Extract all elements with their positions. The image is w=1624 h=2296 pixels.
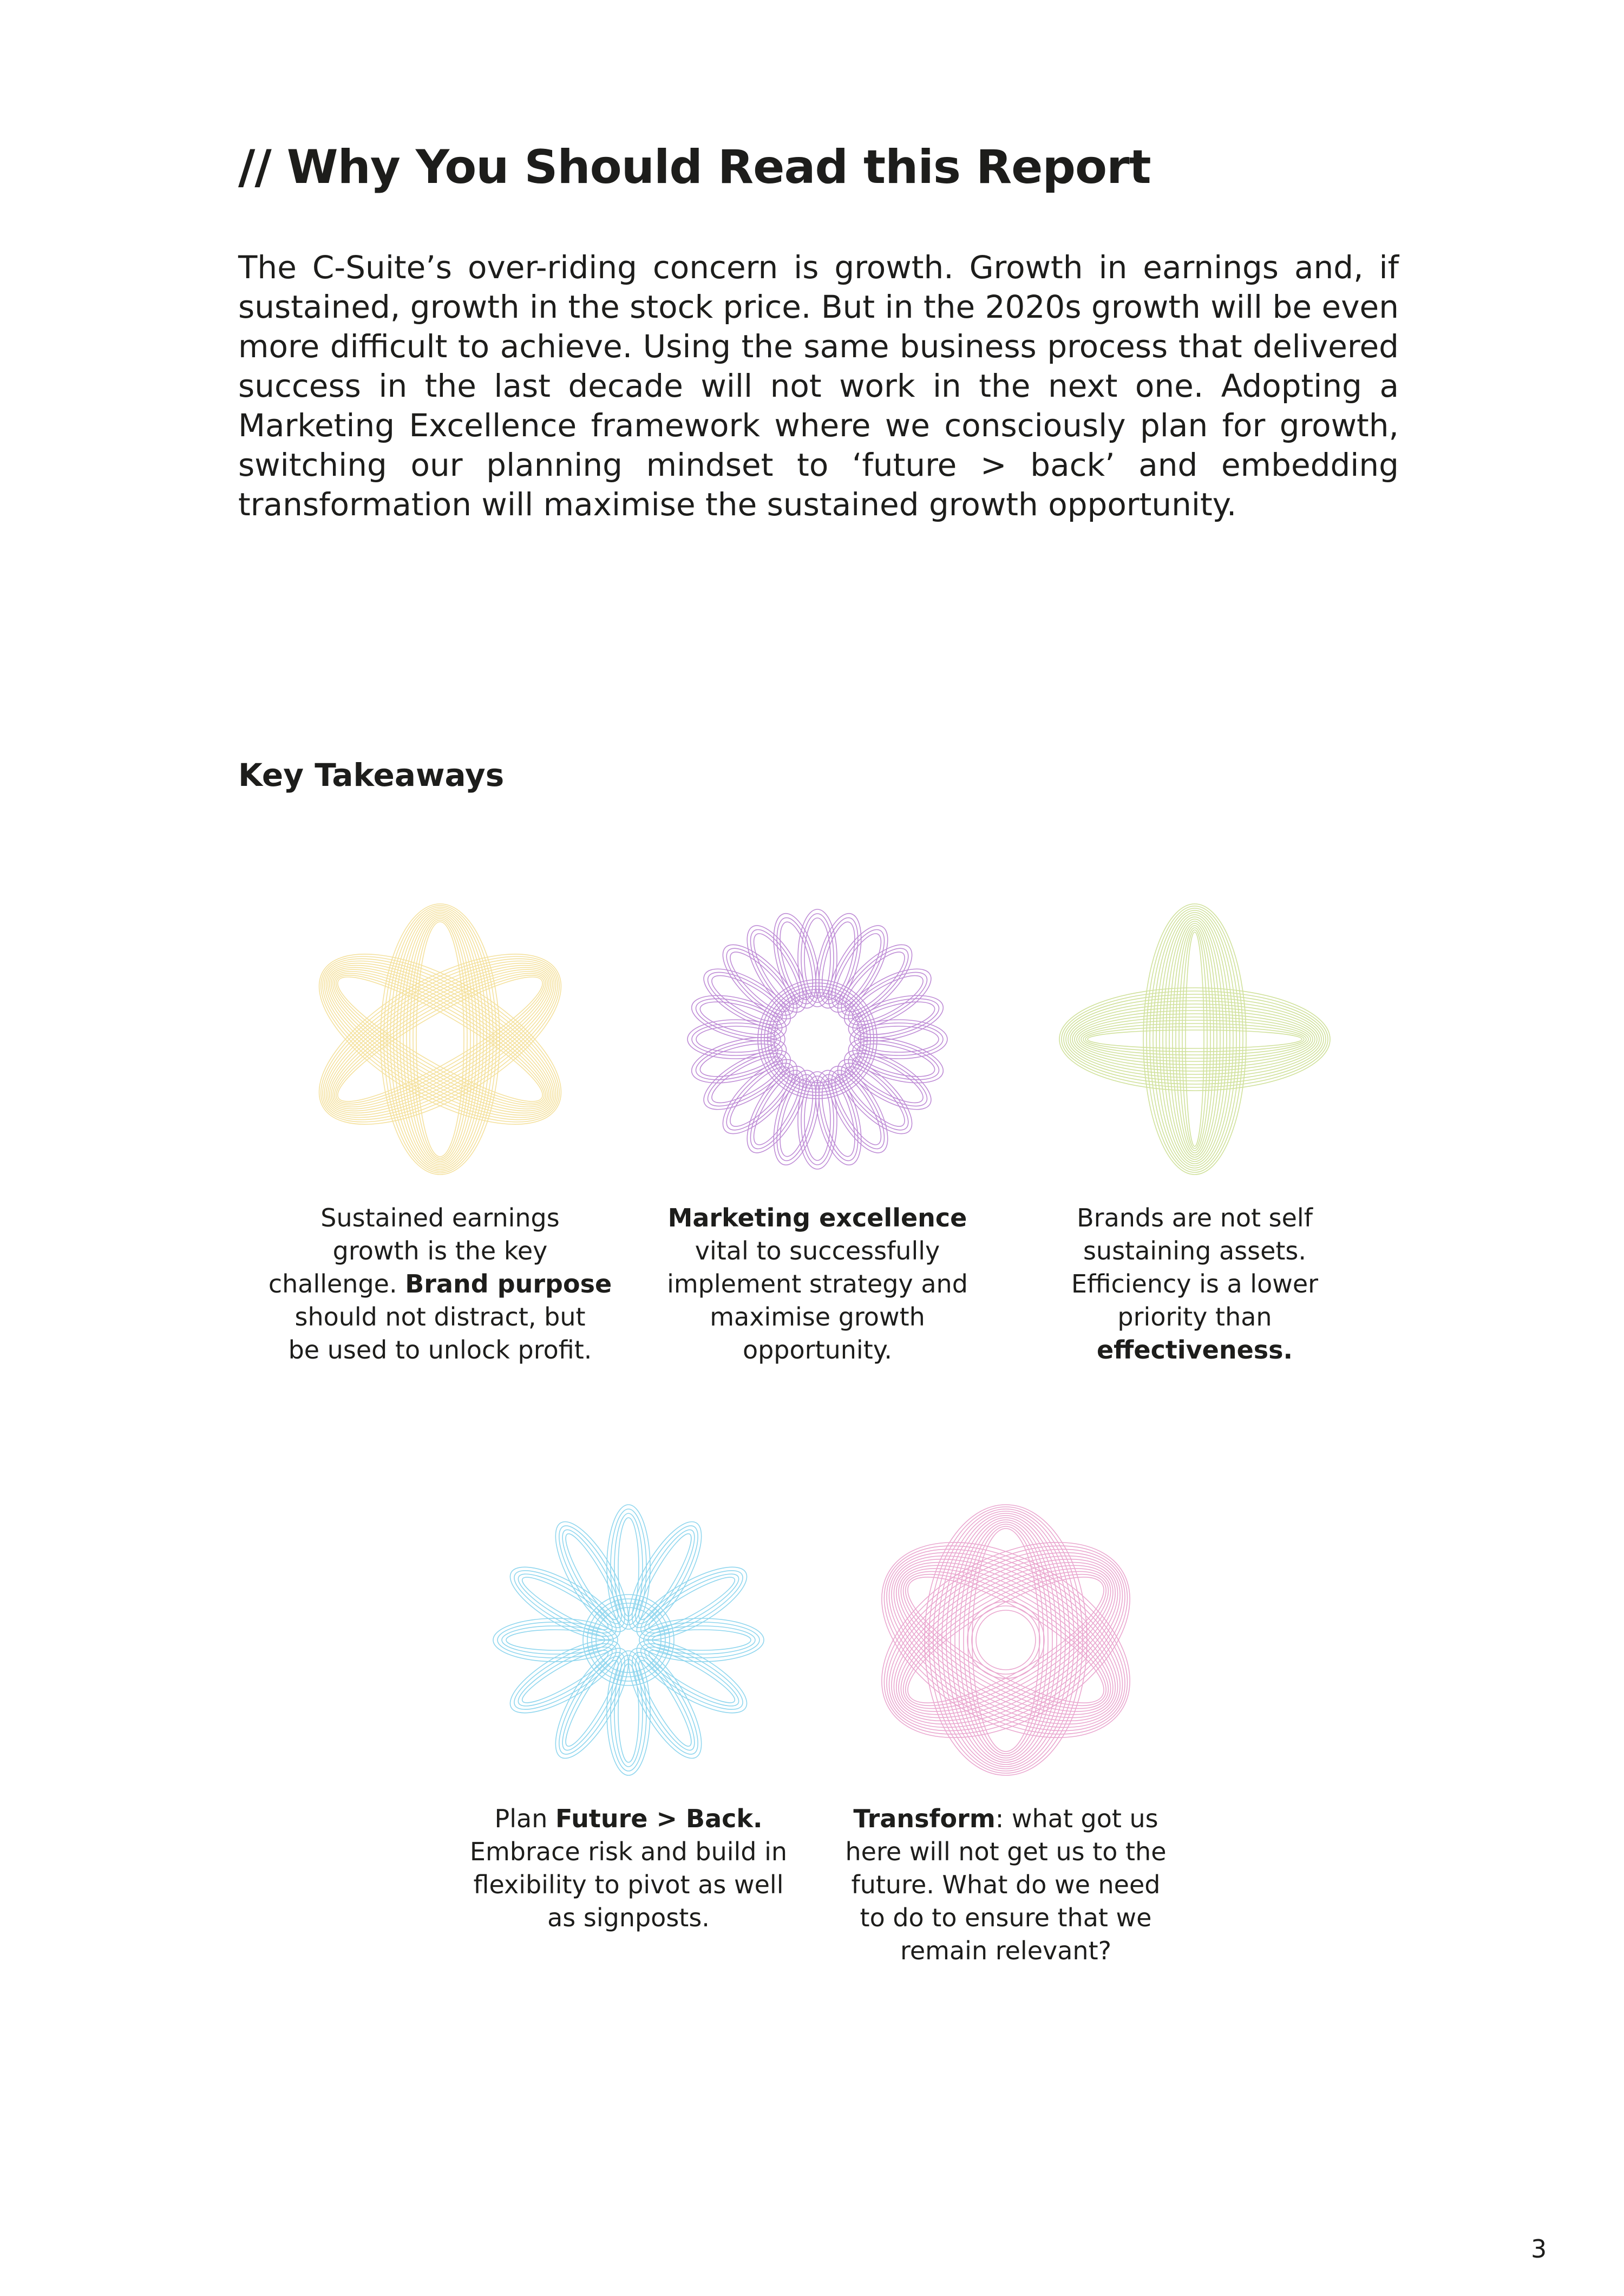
intro-line: Marketing Excellence framework where we consciously plan for growth, (238, 407, 1399, 444)
intro-paragraph (238, 248, 1399, 524)
takeaway-item (833, 1499, 1179, 1967)
intro-line: The C-Suite’s over-riding concern is growth. Growth in earnings and, if (238, 249, 1399, 286)
green-quatrefoil-icon (1054, 898, 1335, 1180)
key-takeaways-heading: Key Takeaways (238, 757, 505, 793)
takeaway-item (455, 1499, 802, 1934)
purple-rosette-icon (677, 898, 958, 1180)
intro-line: more difficult to achieve. Using the same business process that delivered (238, 328, 1399, 365)
page-number: 3 (1531, 2234, 1547, 2264)
intro-line: transformation will maximise the sustained growth opportunity. (238, 486, 1237, 523)
takeaway-caption: Sustained earnings growth is the key challenge. Brand purpose should not distract, but be used to unlock profit. (268, 1203, 612, 1365)
takeaway-caption: Transform: what got us here will not get us to the future. What do we need to do to ensure that we remain relevant? (845, 1804, 1167, 1965)
intro-line: sustained, growth in the stock price. But in the 2020s growth will be even (238, 288, 1399, 325)
pink-hexaflower-icon (865, 1499, 1147, 1781)
takeaway-caption: Marketing excellence vital to successfully implement strategy and maximise growth opportunity. (667, 1203, 968, 1365)
takeaway-caption: Plan Future > Back. Embrace risk and build in flexibility to pivot as well as signposts. (469, 1804, 788, 1932)
intro-line: success in the last decade will not work in the next one. Adopting a (238, 368, 1399, 404)
yellow-orbit-icon (299, 898, 581, 1180)
takeaway-caption: Brands are not self sustaining assets. Efficiency is a lower priority than effectiveness. (1071, 1203, 1319, 1365)
takeaway-item (644, 898, 991, 1367)
intro-line: switching our planning mindset to ‘future > back’ and embedding (238, 447, 1399, 483)
takeaway-item (1021, 898, 1368, 1367)
page-title: // Why You Should Read this Report (238, 140, 1151, 194)
blue-star-icon (488, 1499, 769, 1781)
takeaway-item (267, 898, 613, 1367)
